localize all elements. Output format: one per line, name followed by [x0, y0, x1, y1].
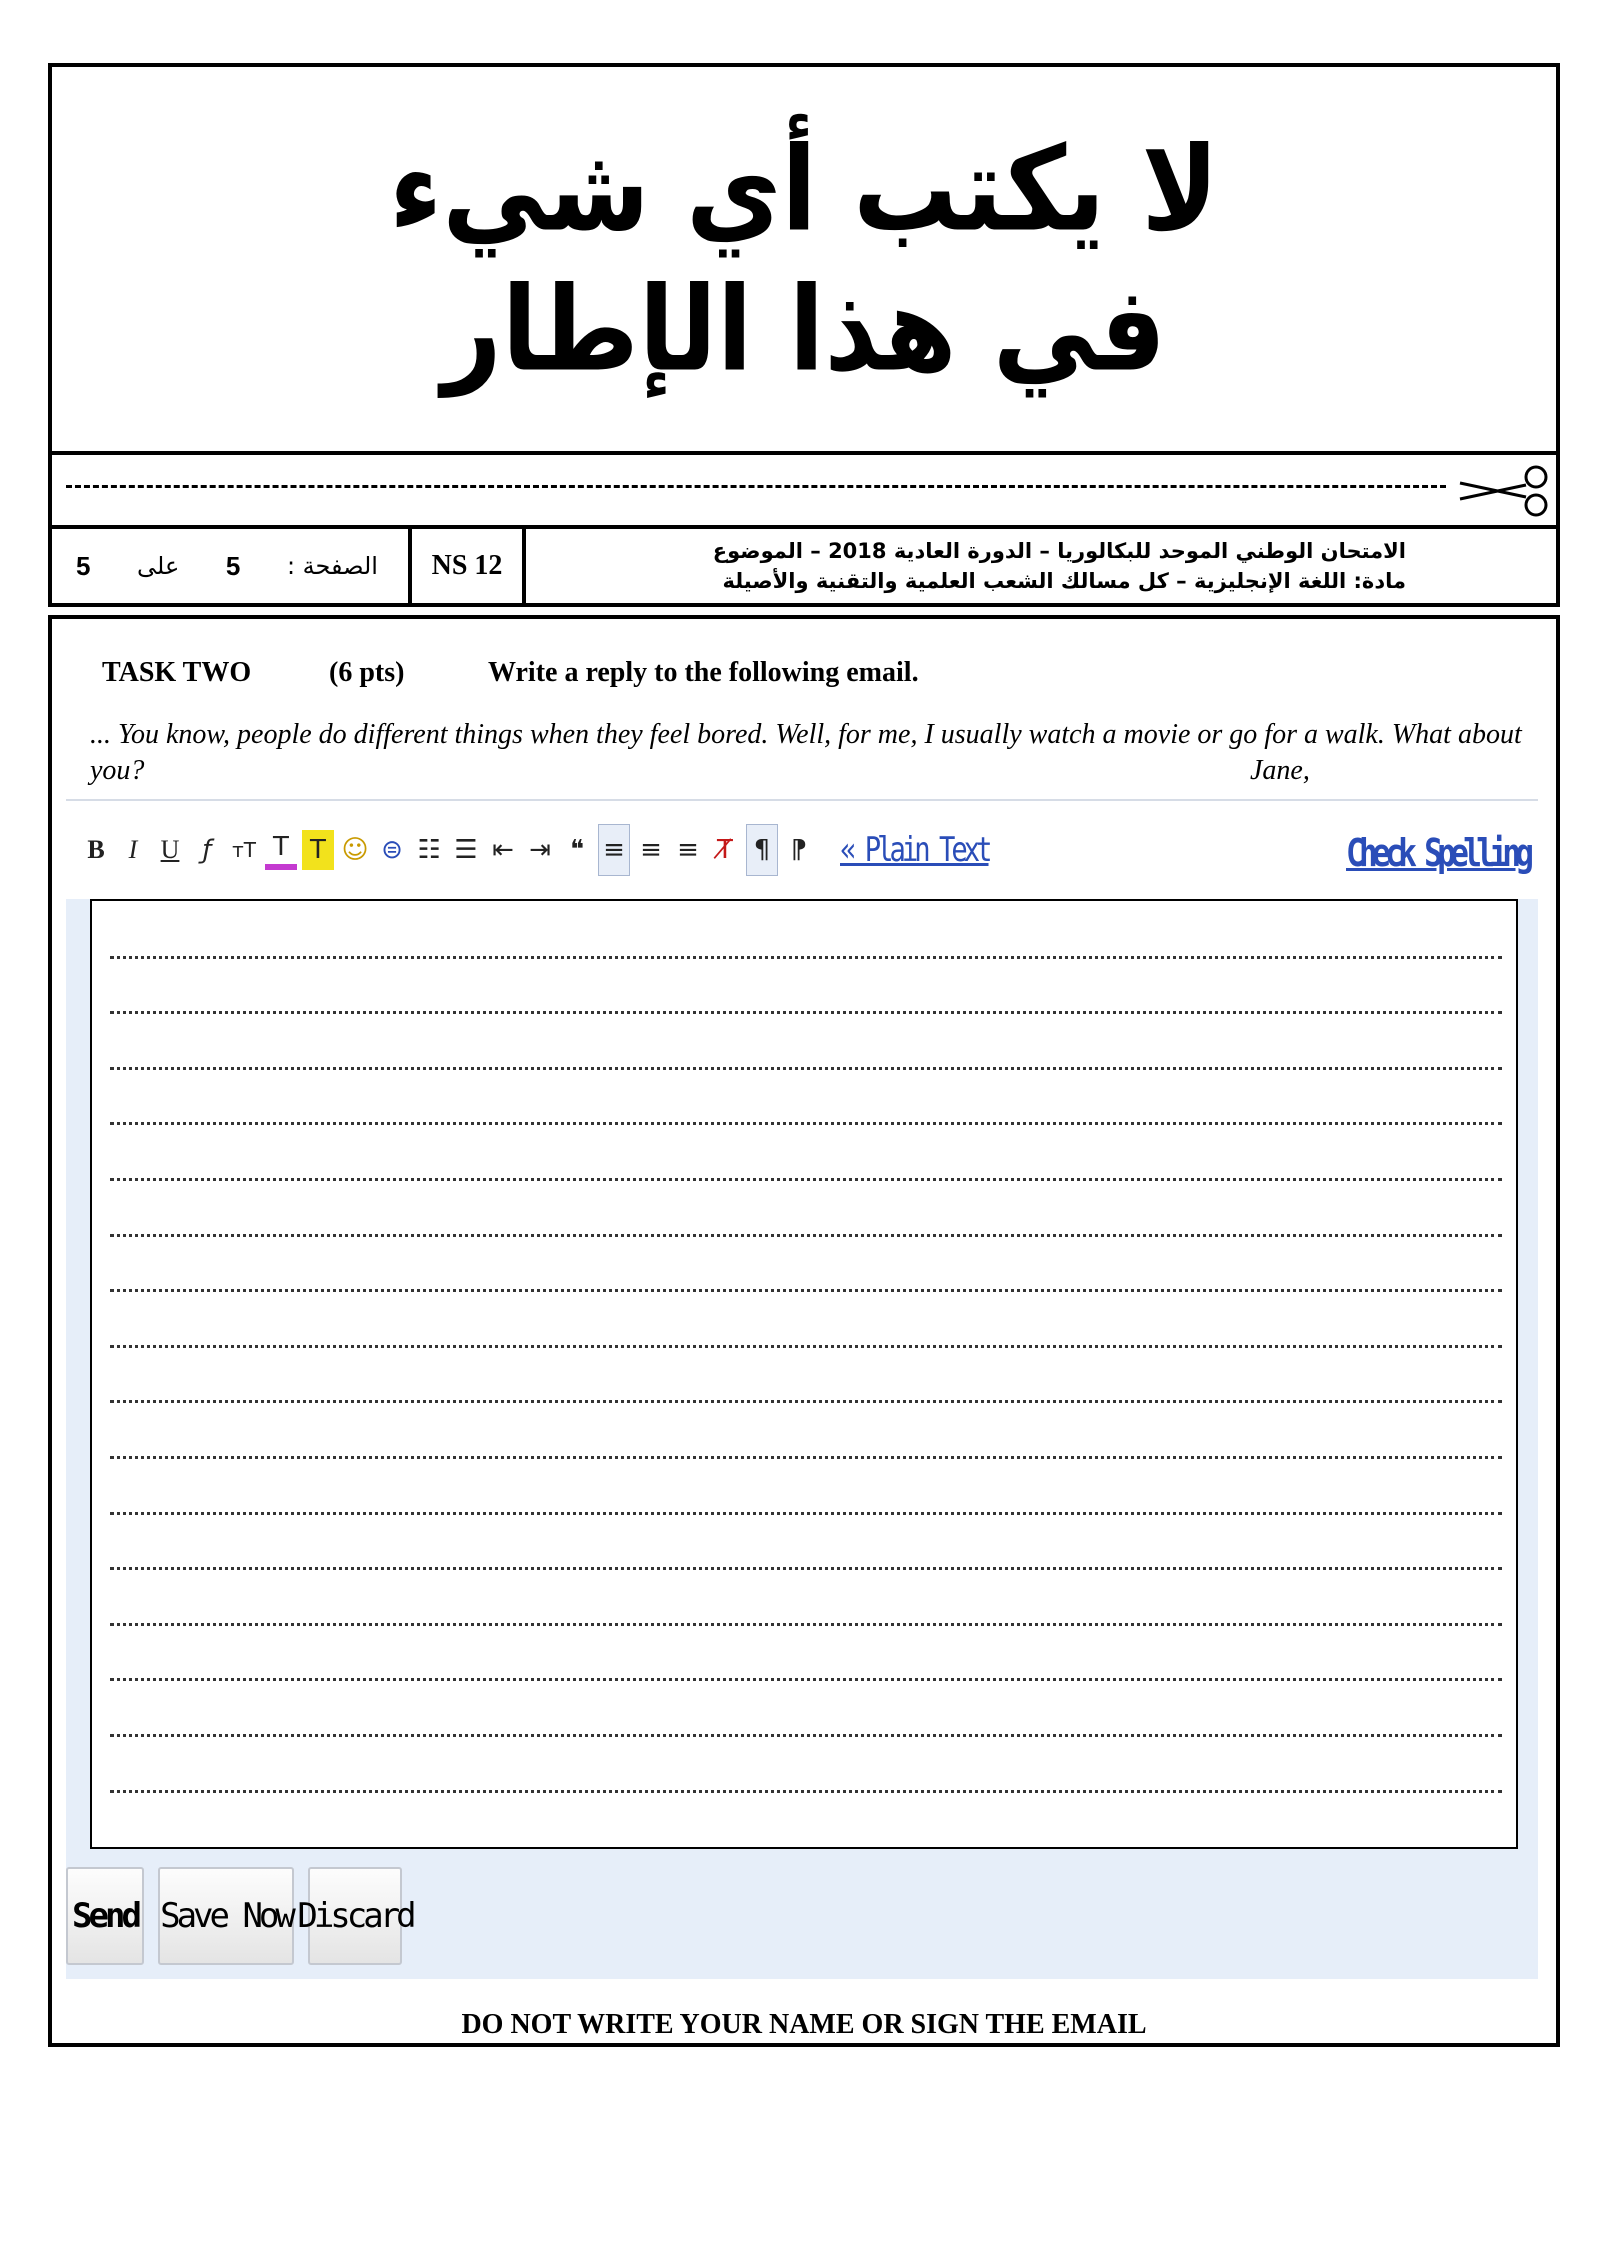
- page-total: 5: [76, 550, 91, 581]
- indent-icon[interactable]: ⇥: [529, 835, 551, 865]
- outdent-icon[interactable]: ⇤: [492, 835, 514, 865]
- writing-line: [110, 1403, 1502, 1459]
- writing-line: [110, 1626, 1502, 1682]
- remove-format-icon[interactable]: T̸: [717, 835, 733, 865]
- email-action-buttons: [66, 1867, 416, 1965]
- writing-line: [110, 1237, 1502, 1293]
- task-title: TASK TWO: [102, 657, 252, 688]
- writing-line: [110, 1515, 1502, 1571]
- highlight-icon[interactable]: T: [302, 830, 334, 870]
- writing-line: [110, 1070, 1502, 1126]
- formatting-toolbar: [66, 799, 1538, 899]
- bold-icon[interactable]: B: [87, 835, 105, 864]
- writing-line: [110, 959, 1502, 1015]
- font-icon[interactable]: ƒ: [202, 835, 212, 865]
- cut-line-row: [48, 455, 1560, 529]
- check-spelling-link[interactable]: Check Spelling: [1345, 831, 1528, 875]
- writing-line: [110, 903, 1502, 959]
- align-center-icon[interactable]: ≡: [640, 835, 662, 865]
- exam-title-line-1: الامتحان الوطني الموحد للبكالوريا – الدورة العادية 2018 – الموضوع: [712, 539, 1406, 563]
- numbered-list-icon[interactable]: ☷: [417, 835, 441, 865]
- font-size-icon[interactable]: ᴛT: [232, 838, 256, 862]
- quote-icon[interactable]: ❝: [570, 835, 584, 865]
- save-now-button[interactable]: Save Now: [158, 1867, 294, 1965]
- align-left-icon[interactable]: ≡: [598, 824, 630, 876]
- page-number-cell: [52, 529, 412, 603]
- underline-icon[interactable]: U: [160, 835, 180, 864]
- exam-header-row: [48, 529, 1560, 607]
- page-label: الصفحة :: [286, 552, 378, 580]
- writing-line: [110, 1737, 1502, 1793]
- send-button[interactable]: Send: [66, 1867, 144, 1965]
- task-points: (6 pts): [329, 657, 405, 688]
- email-prompt: [90, 717, 1530, 789]
- writing-line: [110, 1570, 1502, 1626]
- writing-line: [110, 1681, 1502, 1737]
- rtl-icon[interactable]: ¶: [790, 835, 808, 865]
- discard-button[interactable]: Discard: [308, 1867, 402, 1965]
- footer-instruction: DO NOT WRITE YOUR NAME OR SIGN THE EMAIL: [461, 2009, 1147, 2040]
- writing-line: [110, 1292, 1502, 1348]
- page-of-label: على: [137, 552, 180, 580]
- scissors-icon: [1456, 463, 1552, 519]
- ltr-icon[interactable]: ¶: [746, 824, 778, 876]
- warning-line-1: لا يكتب أي شيء: [389, 120, 1219, 258]
- warning-line-2: في هذا الإطار: [441, 260, 1167, 398]
- exam-title-line-2: مادة: اللغة الإنجليزية – كل مسالك الشعب العلمية والتقنية والأصيلة: [722, 569, 1406, 593]
- writing-line: [110, 1014, 1502, 1070]
- writing-line: [110, 1125, 1502, 1181]
- page-current: 5: [225, 550, 241, 581]
- link-icon[interactable]: ⊜: [381, 835, 403, 865]
- email-signature: Jane,: [1250, 755, 1310, 786]
- email-text: ... You know, people do different things when they feel bored. Well, for me, I usually watch a movie or go for a walk. What about you?: [90, 719, 1522, 786]
- plain-text-link[interactable]: « Plain Text: [840, 830, 989, 870]
- do-not-write-box: [48, 63, 1560, 455]
- task-header: [102, 657, 919, 689]
- text-color-icon[interactable]: T: [265, 830, 297, 870]
- exam-code: NS 12: [412, 529, 526, 603]
- reply-writing-area[interactable]: [90, 899, 1518, 1849]
- writing-line: [110, 1181, 1502, 1237]
- email-editor: [66, 799, 1538, 1979]
- task-two-frame: [48, 615, 1560, 2047]
- task-instruction: Write a reply to the following email.: [488, 657, 919, 688]
- italic-icon[interactable]: I: [128, 835, 138, 864]
- dashed-cut-line: [66, 485, 1446, 488]
- writing-line: [110, 1459, 1502, 1515]
- bullet-list-icon[interactable]: ☰: [454, 835, 478, 865]
- emoticon-icon[interactable]: ☺: [341, 835, 369, 865]
- align-right-icon[interactable]: ≡: [677, 835, 699, 865]
- writing-line: [110, 1348, 1502, 1404]
- exam-title-cell: [526, 529, 1556, 603]
